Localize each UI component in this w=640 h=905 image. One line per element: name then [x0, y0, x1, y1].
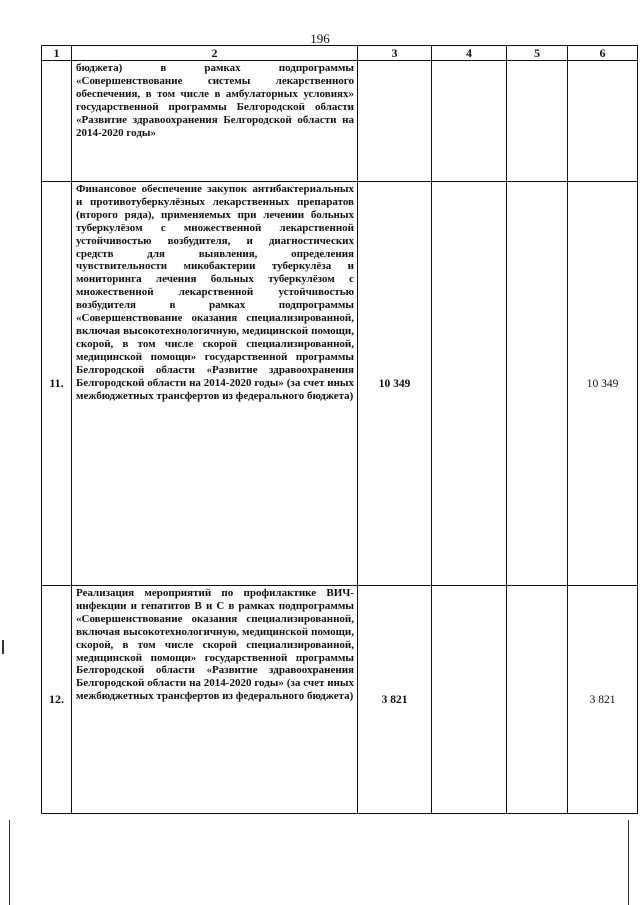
header-col-4: 4 — [432, 46, 507, 61]
scan-edge-mark — [9, 820, 10, 905]
header-col-6: 6 — [568, 46, 638, 61]
row-col3-value — [358, 61, 432, 182]
scan-edge-mark — [2, 640, 4, 654]
page-number: 196 — [310, 31, 330, 46]
table-row — [42, 586, 638, 814]
header-col-3: 3 — [358, 46, 432, 61]
row-col6-value — [568, 61, 638, 182]
row-col6-value: 10 349 — [568, 182, 638, 586]
row-col4-value — [432, 61, 507, 182]
row-col6-value: 3 821 — [568, 586, 638, 814]
table-row — [42, 61, 638, 182]
header-col-1: 1 — [42, 46, 72, 61]
row-col4-value — [432, 586, 507, 814]
row-description: бюджета) в рамках подпрограммы «Совершенствование системы лекарственного обеспечения, в том числе в амбулаторных условиях» государственной программы Белгородской области «Развитие здравоохранения Белгородской области на 2014-2020 годы» — [72, 61, 358, 182]
scan-edge-mark — [628, 820, 629, 905]
table-header-row — [42, 46, 638, 61]
row-col5-value — [507, 586, 568, 814]
row-number: 12. — [42, 586, 72, 814]
row-number — [42, 61, 72, 182]
row-number: 11. — [42, 182, 72, 586]
row-col3-value: 10 349 — [358, 182, 432, 586]
row-col5-value — [507, 182, 568, 586]
header-col-5: 5 — [507, 46, 568, 61]
row-col5-value — [507, 61, 568, 182]
row-col3-value: 3 821 — [358, 586, 432, 814]
budget-table — [41, 45, 638, 814]
header-col-2: 2 — [72, 46, 358, 61]
row-description: Реализация мероприятий по профилактике ВИЧ-инфекции и гепатитов В и С в рамках подпрограммы «Совершенствование оказания специализированной, включая высокотехнологичную, медицинской помощи, скорой, в том числе скорой специализированной, медицинской помощи» государственной программы Белгородской области «Развитие здравоохранения Белгородской области на 2014-2020 годы» (за счет иных межбюджетных трансфертов из федерального бюджета) — [72, 586, 358, 814]
row-description: Финансовое обеспечение закупок антибактериальных и противотуберкулёзных лекарственных препаратов (второго ряда), применяемых при лечении больных туберкулёзом с множественной лекарственной устойчивостью возбудителя, и диагностических средств для выявления, определения чувствительности микобактерии туберкулёза и мониторинга лечения больных туберкулёзом с множественной лекарственной устойчивостью возбудителя в рамках подпрограммы «Совершенствование оказания специализированной, включая высокотехнологичную, медицинской помощи, скорой, в том числе скорой специализированной, медицинской помощи» государственной программы Белгородской области «Развитие здравоохранения Белгородской области на 2014-2020 годы» (за счет иных межбюджетных трансфертов из федерального бюджета) — [72, 182, 358, 586]
table-row — [42, 182, 638, 586]
row-col4-value — [432, 182, 507, 586]
